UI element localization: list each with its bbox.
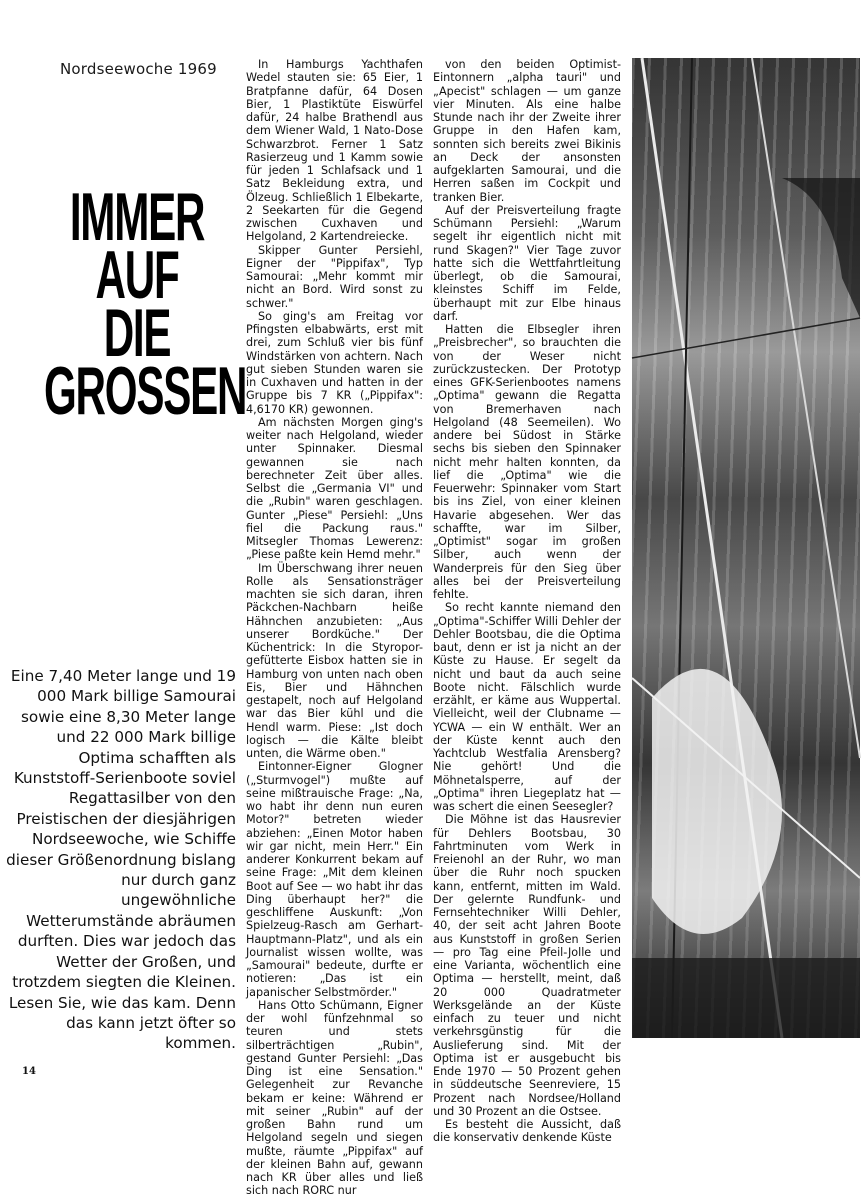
paragraph: Eintonner-Eigner Glogner („Sturmvogel") mußte auf seine mißtrauische Frage: „Na, wo habt ihr denn nun euren Motor?" betreten wieder abziehen: „Einen Motor haben wir gar nicht, mein Herr." Ein anderer Konkurrent bekam auf seine Frage: „Mit dem kleinen Boot auf See — wo habt ihr das Ding überhaupt her?" die geschliffene Auskunft: „Von Spielzeug-Rasch am Gerhart-Hauptmann-Platz", und als ein Journalist wissen wollte, was „Samourai" bedeute, durfte er notieren: „Das ist ein japanischer Selbstmörder.": [246, 760, 423, 999]
paragraph: Hatten die Elbsegler ihren „Preisbrecher", so brauchten die von der Weser nicht zurückzustecken. Der Prototyp eines GFK-Serienbootes namens „Optima" gewann die Regatta von Bremerhaven nach Helgoland (48 Seemeilen). Wo andere bei Südost in Stärke sechs bis sieben den Spinnaker nicht mehr halten konnten, da lief die „Optima" wie die Feuerwehr: Spinnaker vom Start bis ins Ziel, von einer kleinen Havarie abgesehen. Wer das schaffte, war im Silber, „Optimist" sogar im großen Silber, auch wenn der Wanderpreis für den Sieg über alles bei der Preisverteilung fehlte.: [433, 323, 621, 601]
paragraph: Skipper Gunter Persiehl, Eigner der "Pippifax", Typ Samourai: „Mehr kommt mir nicht an Bord. Wird sonst zu schwer.": [246, 243, 423, 310]
section-kicker: Nordseewoche 1969: [60, 60, 217, 78]
article-column-1: [246, 58, 423, 1198]
headline-line: GROSSEN: [44, 353, 247, 429]
paragraph: Die Möhne ist das Hausrevier für Dehlers Bootsbau, 30 Fahrtminuten vom Werk in Freienohl an der Ruhr, wo man über die Ruhr noch spucken kann, entfernt, mitten im Wald. Der gelernte Rundfunk- und Fernsehtechniker Willi Dehler, 40, der seit acht Jahren Boote aus Kunststoff in großen Serien — pro Tag eine Pfeil-Jolle und eine Varianta, wöchentlich eine Optima — herstellt, meint, daß 20 000 Quadratmeter Werksgelände an der Küste einfach zu teuer und nicht verkehrsgünstig für die Auslieferung sind. Mit der Optima ist er ausgebucht bis Ende 1970 — 50 Prozent gehen in süddeutsche Seenreviere, 15 Prozent nach Nordsee/Holland und 30 Prozent an die Ostsee.: [433, 813, 621, 1118]
paragraph: von den beiden Optimist-Eintonnern „alpha tauri" und „Apecist" schlagen — um ganze vier Minuten. Als eine halbe Stunde nach ihr der Zweite ihrer Gruppe in den Hafen kam, sonnten sich bereits zwei Bikinis an Deck der ansonsten aufgeklarten Samourai, und die Herren saßen im Cockpit und tranken Bier.: [433, 58, 621, 204]
paragraph: Am nächsten Morgen ging's weiter nach Helgoland, wieder unter Spinnaker. Diesmal gewannen sie nach berechneter Zeit über alles. Selbst die „Germania VI" und die „Rubin" waren geschlagen. Gunter „Piese" Persiehl: „Uns fiel die Packung raus." Mitsegler Thomas Lewerenz: „Piese paßte kein Hemd mehr.": [246, 415, 423, 562]
headline-line: IMMER: [69, 179, 205, 255]
paragraph: So recht kannte niemand den „Optima"-Schiffer Willi Dehler der Dehler Bootsbau, die die Optima baut, denn er ist ja nicht an der Küste zu Hause. Er segelt da nicht und baut da auch seine Boote nicht. Fälschlich wurde erzählt, er käme aus Wuppertal. Vielleicht, weil der Clubname — YCWA — ein W enthält. Wer an der Küste kennt auch den Yachtclub Westfalia Arensberg? Nie gehört! Und die Möhnetalsperre, auf der „Optima" ihren Liegeplatz hat — was schert die einen Seesegler?: [433, 601, 621, 813]
page-number: 14: [22, 1066, 36, 1077]
lead-paragraph: Eine 7,40 Meter lange und 19 000 Mark billige Samourai sowie eine 8,30 Meter lange und 22 000 Mark billige Optima schafften als Kunststoff-Serienboote soviel Regattasilber von den Preistischen der diesjährigen Nordseewoche, wie Schiffe dieser Größenordnung bislang nur durch ganz ungewöhnliche Wetterumstände abräumen durften. Dies war jedoch das Wetter der Großen, und trotzdem siegten die Kleinen. Lesen Sie, wie das kam. Denn das kann jetzt öfter so kommen.: [6, 667, 236, 1053]
sailing-photo: [632, 58, 860, 1038]
paragraph: Es besteht die Aussicht, daß die konservativ denkende Küste: [433, 1118, 621, 1145]
article-column-2: [433, 58, 621, 1145]
paragraph: Hans Otto Schümann, Eigner der wohl fünfzehnmal so teuren und stets silberträchtigen „Rubin", gestand Gunter Persiehl: „Das Ding ist eine Sensation." Gelegenheit zur Revanche bekam er keine: Während er mit seiner „Rubin" auf der großen Bahn rund um Helgoland segeln und siegen mußte, räumte „Pippifax" auf der kleinen Bahn auf, gewann nach KR über alles und ließ sich nach RORC nur: [246, 998, 423, 1198]
paragraph: Auf der Preisverteilung fragte Schümann Persiehl: „Warum segelt ihr eigentlich nicht mit rund Skagen?" Vier Tage zuvor hatte sich die Wettfahrtleitung überlegt, ob die Samourai, kleinstes Schiff im Felde, überhaupt mit zur Elbe hinaus darf.: [433, 203, 621, 323]
paragraph: So ging's am Freitag vor Pfingsten elbabwärts, erst mit drei, zum Schluß vier bis fünf Windstärken von achtern. Nach gut sieben Stunden waren sie in Cuxhaven und hatten in der Gruppe bis 7 KR („Pippifax": 4,6170 KR) gewonnen.: [246, 309, 423, 416]
headline-line: DIE: [103, 295, 171, 371]
headline-line: AUF: [95, 237, 179, 313]
photo-rigging: [632, 58, 860, 1038]
paragraph: Im Überschwang ihrer neuen Rolle als Sensationsträger machten sie sich daran, ihren Päckchen-Nachbarn heiße Hähnchen anzubieten: „Aus unserer Bordküche." Der Küchentrick: In die Styropor-gefütterte Eisbox hatten sie in Hamburg von unten nach oben Eis, Bier und Hähnchen gestapelt, noch auf Helgoland war das Bier kühl und die Hendl warm. Piese: „Ist doch logisch — die Kälte bleibt unten, die Wärme oben.": [246, 561, 423, 760]
paragraph: In Hamburgs Yachthafen Wedel stauten sie: 65 Eier, 1 Bratpfanne dafür, 64 Dosen Bier, 1 Plastiktüte Eiswürfel dafür, 24 halbe Brathendl aus dem Wiener Wald, 1 Nato-Dose Schwarzbrot. Ferner 1 Satz Rasierzeug und 1 Kamm sowie für jeden 1 Schlafsack und 1 Satz Bekleidung extra, und Ölzeug. Schließlich 1 Elbekarte, 2 Seekarten für die Gegend zwischen Cuxhaven und Helgoland, 2 Kartendreiecke.: [246, 58, 423, 244]
headline: [44, 179, 247, 429]
